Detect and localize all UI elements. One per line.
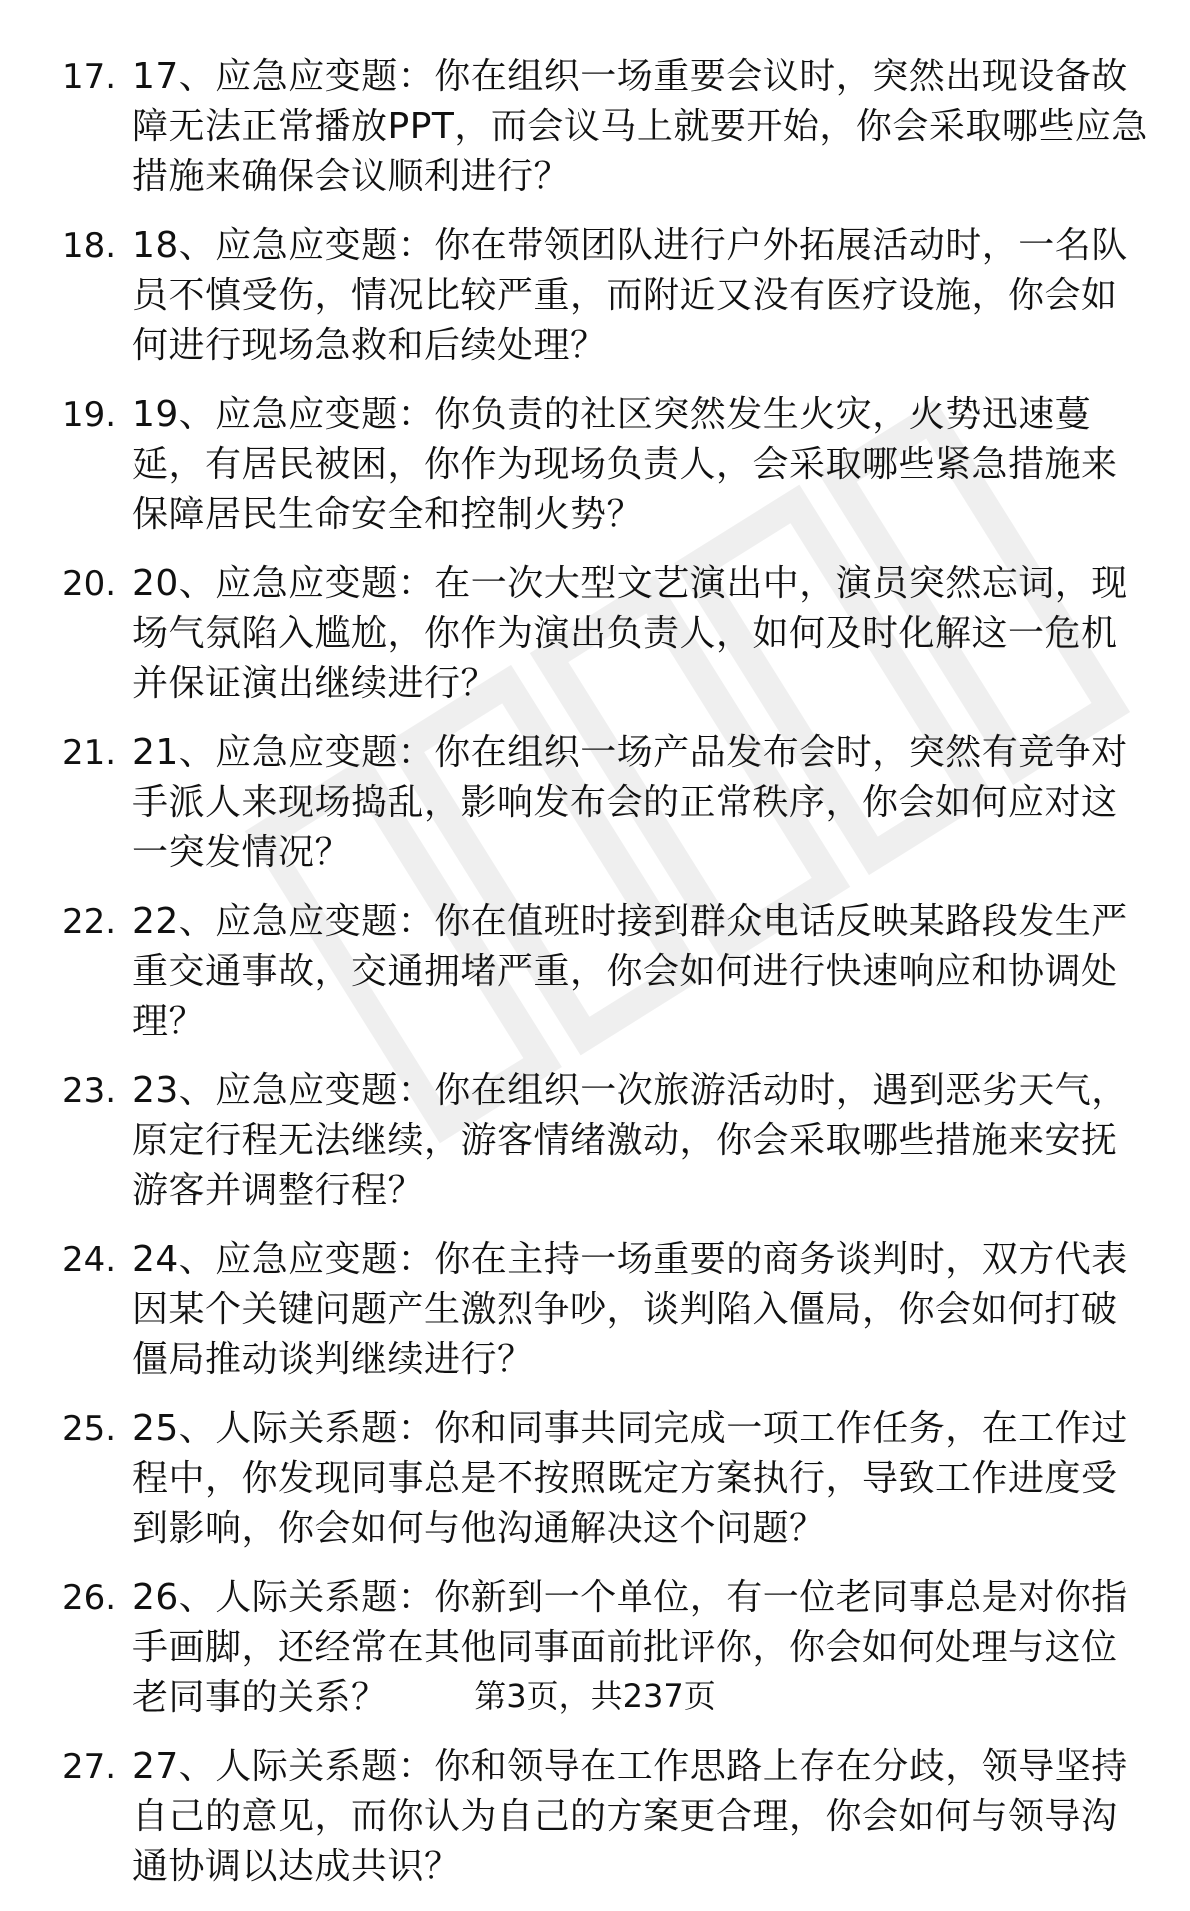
item-number: 18. [62,226,117,266]
item-text: 25、人际关系题：你和同事共同完成一项工作任务，在工作过程中，你发现同事总是不按照既定方案执行，导致工作进度受到影响，你会如何与他沟通解决这个问题？ [132,1408,1128,1549]
question-list [62,52,1152,1911]
item-number: 19. [62,395,117,435]
list-item [62,1066,1152,1216]
item-number: 26. [62,1578,117,1618]
item-text: 21、应急应变题：你在组织一场产品发布会时，突然有竞争对手派人来现场捣乱，影响发布会的正常秩序，你会如何应对这一突发情况？ [132,732,1128,873]
list-item [62,1404,1152,1554]
list-item [62,52,1152,202]
item-text: 20、应急应变题：在一次大型文艺演出中，演员突然忘词，现场气氛陷入尴尬，你作为演出负责人，如何及时化解这一危机并保证演出继续进行？ [132,563,1128,704]
item-number: 22. [62,902,117,942]
item-number: 21. [62,733,117,773]
item-number: 24. [62,1240,117,1280]
item-text: 18、应急应变题：你在带领团队进行户外拓展活动时，一名队员不慎受伤，情况比较严重，而附近又没有医疗设施，你会如何进行现场急救和后续处理？ [132,225,1128,366]
list-item [62,728,1152,878]
item-number: 20. [62,564,117,604]
page-number: 第3页，共237页 [474,1677,716,1715]
item-text: 24、应急应变题：你在主持一场重要的商务谈判时，双方代表因某个关键问题产生激烈争吵，谈判陷入僵局，你会如何打破僵局推动谈判继续进行？ [132,1239,1128,1380]
item-number: 17. [62,57,117,97]
list-item [62,897,1152,1047]
list-item [62,1742,1152,1892]
item-number: 25. [62,1409,117,1449]
item-number: 23. [62,1071,117,1111]
item-text: 17、应急应变题：你在组织一场重要会议时，突然出现设备故障无法正常播放PPT，而会议马上就要开始，你会采取哪些应急措施来确保会议顺利进行？ [132,56,1148,197]
list-item [62,390,1152,540]
list-item [62,1235,1152,1385]
item-text: 27、人际关系题：你和领导在工作思路上存在分歧，领导坚持自己的意见，而你认为自己的方案更合理，你会如何与领导沟通协调以达成共识？ [132,1746,1128,1887]
list-item [62,221,1152,371]
item-number: 27. [62,1747,117,1787]
item-text: 26、人际关系题：你新到一个单位，有一位老同事总是对你指手画脚，还经常在其他同事面前批评你，你会如何处理与这位老同事的关系？ [132,1577,1128,1718]
item-text: 23、应急应变题：你在组织一次旅游活动时，遇到恶劣天气，原定行程无法继续，游客情绪激动，你会采取哪些措施来安抚游客并调整行程？ [132,1070,1128,1211]
item-text: 19、应急应变题：你负责的社区突然发生火灾，火势迅速蔓延，有居民被困，你作为现场负责人，会采取哪些紧急措施来保障居民生命安全和控制火势？ [132,394,1118,535]
list-item [62,559,1152,709]
item-text: 22、应急应变题：你在值班时接到群众电话反映某路段发生严重交通事故，交通拥堵严重，你会如何进行快速响应和协调处理？ [132,901,1128,1042]
